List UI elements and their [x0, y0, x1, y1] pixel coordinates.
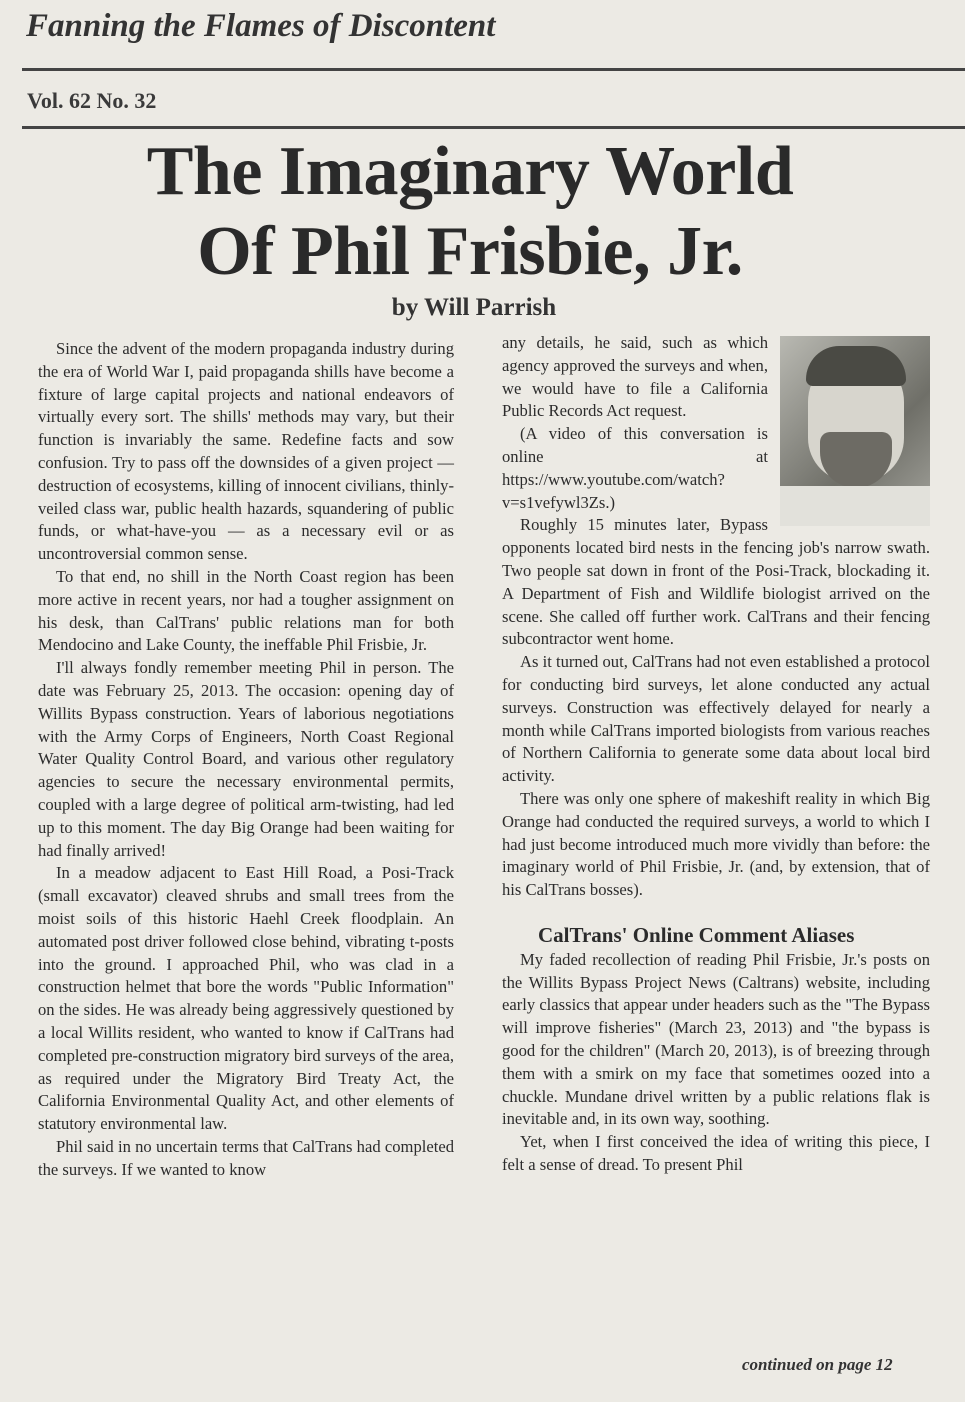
- title-line-1: The Imaginary World: [146, 133, 794, 210]
- section-subheading: CalTrans' Online Comment Aliases: [538, 922, 855, 947]
- paragraph: I'll always fondly remember meeting Phil in person. The date was February 25, 2013. The occasion: opening day of Willits Bypass construction. Years of laborious negotiations with the Army Corps of Engineers, North Coast Regional Water Quality Control Board, and various other regulatory agencies to secure the necessary environmental permits, coupled with a large degree of political arm-twisting, had led up to this moment. The day Big Orange had been waiting for had finally arrived!: [38, 658, 454, 860]
- author-photo: [780, 336, 930, 526]
- paragraph: To that end, no shill in the North Coast region has been more active in recent years, nor had a tougher assignment on his desk, than CalTrans' public relations man for both Mendocino and Lake County, the ineffable Phil Frisbie, Jr.: [38, 566, 454, 655]
- paragraph: (A video of this conversation is online at https://www.youtube.com/watch?v=s1vefywl3Zs.): [502, 424, 768, 512]
- column-right: [502, 332, 930, 1177]
- paragraph: In a meadow adjacent to East Hill Road, a Posi-Track (small excavator) cleaved shrubs and small trees from the moist soils of this historic Haehl Creek floodplain. An automated post driver followed close behind, vibrating t-posts into the ground. I approached Phil, who was clad in a construction helmet that bore the words "Public Information" on the sides. He was already being aggressively questioned by a local Willits resident, who wanted to know if CalTrans had completed pre-construction migratory bird surveys of the area, as required under the Migratory Bird Treaty Act, the California Environmental Quality Act, and other elements of statutory environmental law.: [38, 863, 454, 1134]
- byline: by Will Parrish: [391, 294, 557, 321]
- paragraph: Yet, when I first conceived the idea of writing this piece, I felt a sense of dread. To present Phil: [502, 1132, 930, 1174]
- column-left: [38, 338, 454, 1181]
- article-title: [0, 132, 940, 292]
- column-banner: Fanning the Flames of Discontent: [26, 8, 496, 44]
- paragraph: any details, he said, such as which agency approved the surveys and when, we would have to file a California Public Records Act request.: [502, 333, 768, 421]
- continued-note: continued on page 12: [742, 1355, 893, 1374]
- paragraph: As it turned out, CalTrans had not even established a protocol for conducting bird surveys, let alone conducted any actual surveys. Construction was effectively delayed for nearly a month while CalTrans imported biologists from various reaches of Northern California to generate some data about local bird activity.: [502, 652, 931, 786]
- title-line-2: Of Phil Frisbie, Jr.: [197, 213, 743, 290]
- paragraph: Roughly 15 minutes later, Bypass opponents located bird nests in the fencing job's narrow swath. Two people sat down in front of the Posi-Track, blockading it. A Department of Fish and Wildlife biologist arrived on the scene. She called off further work. CalTrans and their fencing subcontractor went home.: [502, 515, 930, 649]
- paragraph: Phil said in no uncertain terms that CalTrans had completed the surveys. If we wanted to know: [38, 1136, 454, 1179]
- bottom-rule: [22, 126, 965, 129]
- top-rule: [22, 68, 965, 71]
- paragraph: My faded recollection of reading Phil Frisbie, Jr.'s posts on the Willits Bypass Project News (Caltrans) website, including early classics that appear under headers such as the "The Bypass will improve fisheries" (March 23, 2013) and "the bypass is good for the children" (March 20, 2013), is of breezing through them with a smirk on my face that sometimes oozed into a chuckle. Mundane drivel written by a public relations flak is inevitable and, in its own way, soothing.: [502, 949, 930, 1129]
- paragraph: There was only one sphere of makeshift reality in which Big Orange had conducted the required surveys, a world to which I had just become introduced much more vividly than before: the imaginary world of Phil Frisbie, Jr. (and, by extension, that of his CalTrans bosses).: [502, 788, 930, 900]
- volume-number: Vol. 62 No. 32: [27, 88, 157, 113]
- paragraph: Since the advent of the modern propaganda industry during the era of World War I, paid propaganda shills have become a fixture of large capital projects and national endeavors of virtually every sort. The shills' methods may vary, but their function is invariably the same. Redefine facts and sow confusion. Try to pass off the downsides of a given project — destruction of ecosystems, killing of innocent civilians, thinly-veiled class war, public health hazards, squandering of public funds, or what-have-you — as a necessary evil or as uncontroversial common sense.: [38, 339, 454, 564]
